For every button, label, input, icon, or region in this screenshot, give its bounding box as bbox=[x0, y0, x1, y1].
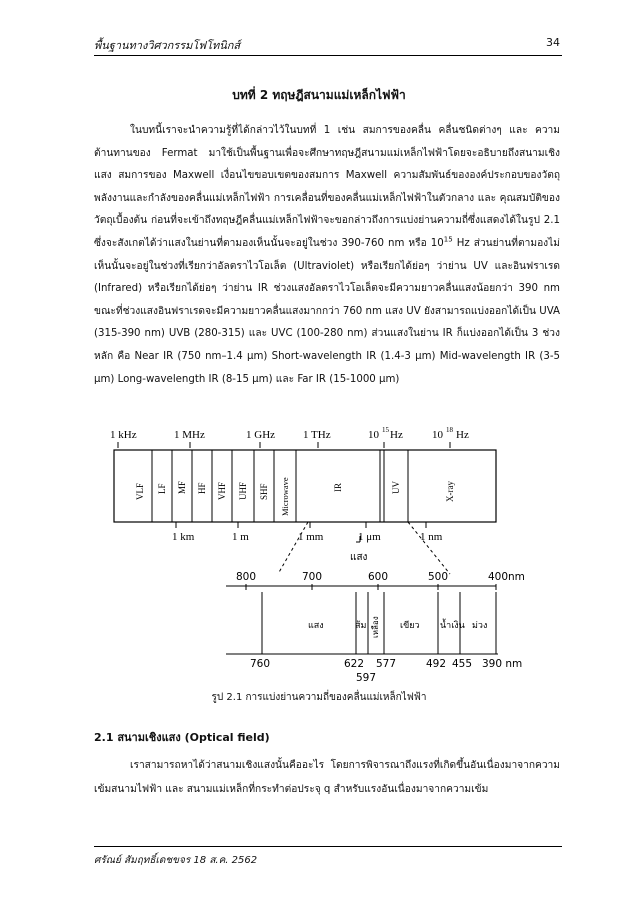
freq-label-1khz: 1 kHz bbox=[110, 429, 137, 441]
freq-label-1e15: 10 bbox=[368, 429, 379, 441]
color-label-violet: ม่วง bbox=[472, 621, 488, 631]
color-label-orange: ส้ม bbox=[355, 621, 367, 631]
intro-paragraph-exponent: 15 bbox=[443, 235, 453, 244]
visible-light-label: แสง bbox=[350, 552, 368, 563]
freq-unit-hz-2: Hz bbox=[456, 429, 469, 441]
boundary-577: 577 bbox=[376, 658, 397, 670]
band-label-microwave: Microwave bbox=[280, 477, 290, 516]
band-label-vlf: VLF bbox=[135, 482, 145, 500]
nm-label-700: 700 bbox=[302, 571, 323, 583]
chapter-title: บทที่ 2 ทฤษฎีสนามแม่เหล็กไฟฟ้า bbox=[232, 88, 406, 102]
em-spectrum-figure bbox=[110, 424, 525, 686]
section-paragraph-text: เราสามารถหาได้ว่าสนามเชิงแสงนั้นคืออะไร โดยการพิจารณาถึงแรงที่เกิดขึ้นอันเนื่องมาจากความเข้มสนามไฟฟ้า และ สนามแม่เหล็กที่กระทำต่อประจุ q สำหรับแรงอันเนื่องมาจากความเข้ม bbox=[94, 760, 560, 795]
spectrum-bar bbox=[114, 450, 496, 522]
boundary-455: 455 bbox=[452, 658, 473, 670]
wavelength-label-1mm: 1 mm bbox=[298, 531, 324, 543]
section-title: 2.1 สนามเชิงแสง (Optical field) bbox=[94, 731, 270, 744]
intro-paragraph bbox=[94, 120, 560, 391]
footer-author-date: ศรัณย์ สัมฤทธิ์เดชขจร 18 ส.ค. 2562 bbox=[94, 855, 258, 866]
freq-unit-hz-1: Hz bbox=[390, 429, 403, 441]
zoom-line-right bbox=[408, 522, 450, 574]
nm-label-500: 500 bbox=[428, 571, 449, 583]
band-label-hf: HF bbox=[197, 482, 207, 494]
freq-label-1ghz: 1 GHz bbox=[246, 429, 276, 441]
nm-label-400: 400 bbox=[488, 571, 509, 583]
freq-sup-18: 18 bbox=[446, 426, 453, 434]
page-number: 34 bbox=[546, 36, 560, 49]
intro-paragraph-part2: Hz ส่วนย่านที่ตามองไม่เห็นนั้นจะอยู่ในช่วงที่เรียกว่าอัลตราไวโอเล็ต (Ultraviolet) หรือเรียกได้ย่อๆ ว่าย่าน UV และอินฟราเรด (Infrared) หรือเรียกได้ย่อๆ ว่าย่าน IR ช่วงแสงอัลตราไวโอเล็ตจะมีความยาวคลื่นแสงน้อยกว่า 390 nm ขณะที่ช่วงแสงอินฟราเรดจะมีความยาวคลื่นแสงมากกว่า 760 nm แสง UV ยังสามารถแบ่งออกได้เป็น UVA (315-390 nm) UVB (280-315) และ UVC (100-280 nm) ส่วนแสงในย่าน IR ก็แบ่งออกได้เป็น 3 ช่วงหลัก คือ Near IR (750 nm–1.4 μm) Short-wavelength IR (1.4-3 μm) Mid-wavelength IR (3-5 μm) Long-wavelength IR (8-15 μm) และ Far IR (15-1000 μm) bbox=[94, 237, 561, 385]
footer-divider bbox=[94, 846, 562, 847]
nm-unit: nm bbox=[508, 571, 525, 583]
wavelength-label-1m: 1 m bbox=[232, 531, 249, 543]
band-label-ir: IR bbox=[333, 483, 343, 492]
band-label-shf: SHF bbox=[259, 483, 269, 500]
band-label-uv: UV bbox=[391, 481, 401, 494]
boundary-760: 760 bbox=[250, 658, 271, 670]
wavelength-label-1km: 1 km bbox=[172, 531, 195, 543]
intro-paragraph-part1: ในบทนี้เราจะนำความรู้ที่ได้กล่าวไว้ในบทที่ 1 เช่น สมการของคลื่น คลื่นชนิดต่างๆ และ ความต้านทานของ Fermat มาใช้เป็นพื้นฐานเพื่อจะศึกษาทฤษฎีสนามแม่เหล็กไฟฟ้าโดยจะอธิบายถึงสนามเชิงแสง สมการของ Maxwell เงื่อนไขขอบเขตของสมการ Maxwell ความสัมพันธ์ขององค์ประกอบของวัตถุ พลังงานและกำลังของคลื่นแม่เหล็กไฟฟ้า การเคลื่อนที่ของคลื่นแม่เหล็กไฟฟ้าในตัวกลาง และ คุณสมบัติของวัตถุเบื้องต้น ก่อนที่จะเข้าถึงทฤษฎีคลื่นแม่เหล็กไฟฟ้าจะขอกล่าวถึงการแบ่งย่านความถี่ซึ่งแสดงได้ในรูป 2.1 ซึ่งจะสังเกตได้ว่าแสงในย่านที่ตามองเห็นนั้นจะอยู่ในช่วง 390-760 nm หรือ 10 bbox=[94, 125, 560, 249]
spectrum-diagram bbox=[110, 424, 525, 686]
header-title: พื้นฐานทางวิศวกรรมโฟโทนิกส์ bbox=[94, 39, 241, 52]
boundary-597: 597 bbox=[356, 672, 377, 684]
freq-label-1thz: 1 THz bbox=[303, 429, 331, 441]
boundary-492: 492 bbox=[426, 658, 447, 670]
wavelength-label-1nm: 1 nm bbox=[420, 531, 443, 543]
band-label-xray: X-ray bbox=[445, 481, 455, 502]
figure-caption: รูป 2.1 การแบ่งย่านความถี่ของคลื่นแม่เหล็กไฟฟ้า bbox=[211, 692, 427, 703]
wavelength-label-1um: 1 μm bbox=[358, 531, 381, 543]
nm-label-800: 800 bbox=[236, 571, 257, 583]
band-label-mf: MF bbox=[177, 480, 187, 494]
freq-label-1mhz: 1 MHz bbox=[174, 429, 205, 441]
boundary-622: 622 bbox=[344, 658, 365, 670]
nm-label-600: 600 bbox=[368, 571, 389, 583]
color-label-red: แสง bbox=[308, 621, 324, 631]
color-label-yellow: เหลือง bbox=[371, 616, 380, 638]
boundary-390: 390 nm bbox=[482, 658, 523, 670]
zoom-line-left bbox=[278, 522, 308, 574]
freq-sup-15: 15 bbox=[382, 426, 389, 434]
band-label-lf: LF bbox=[157, 483, 167, 494]
header-divider bbox=[94, 55, 562, 56]
section-paragraph bbox=[94, 754, 560, 802]
color-label-green: เขียว bbox=[400, 621, 420, 631]
freq-label-1e18: 10 bbox=[432, 429, 443, 441]
band-label-vhf: VHF bbox=[217, 481, 227, 500]
band-label-uhf: UHF bbox=[238, 481, 248, 500]
color-label-blue: น้ำเงิน bbox=[440, 621, 465, 631]
